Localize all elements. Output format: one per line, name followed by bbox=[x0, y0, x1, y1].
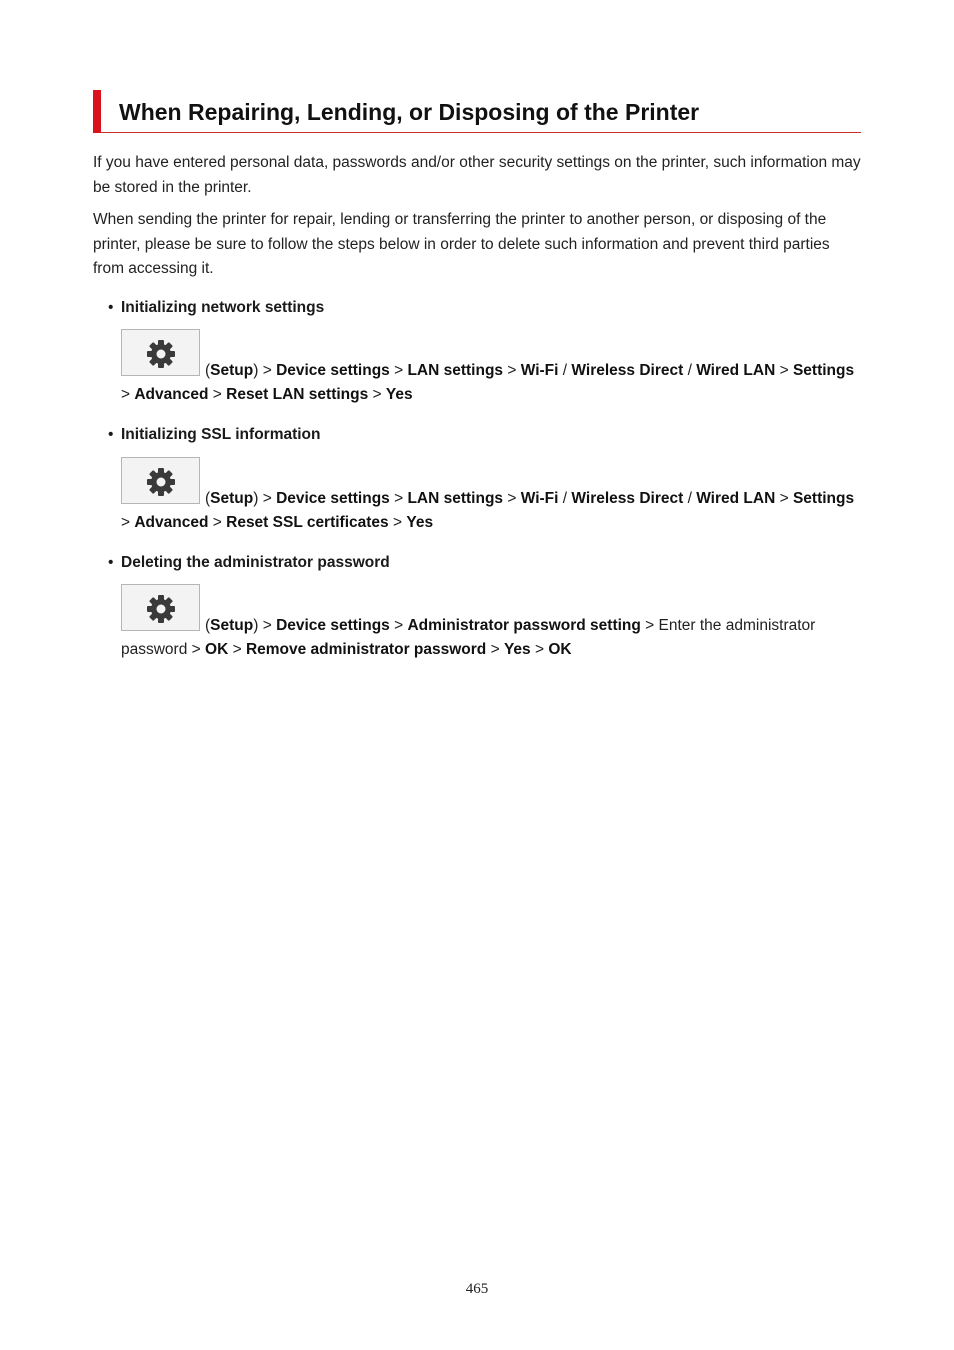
menu-path-separator: > bbox=[368, 386, 386, 403]
steps-network bbox=[121, 359, 856, 407]
steps-admin-password bbox=[121, 614, 856, 662]
menu-path-item: Yes bbox=[406, 514, 434, 531]
page-number: 465 bbox=[465, 1281, 489, 1297]
menu-path-separator: ( bbox=[205, 490, 211, 507]
menu-path-item: Advanced bbox=[134, 514, 209, 531]
heading-accent-bar bbox=[93, 90, 101, 133]
menu-path-item: Wired LAN bbox=[696, 362, 776, 379]
menu-path-separator: / bbox=[558, 490, 572, 507]
menu-path-item: Administrator password setting bbox=[407, 617, 641, 634]
menu-path-separator: ) > bbox=[253, 490, 277, 507]
menu-path-item: OK bbox=[548, 641, 572, 658]
menu-path-item: LAN settings bbox=[407, 362, 504, 379]
menu-path-separator: / bbox=[683, 490, 697, 507]
menu-path-item: LAN settings bbox=[407, 490, 504, 507]
menu-path-item: Wireless Direct bbox=[571, 490, 684, 507]
menu-path-item: Device settings bbox=[276, 362, 390, 379]
menu-path-item: Device settings bbox=[276, 490, 390, 507]
bullet-title-text: Deleting the administrator password bbox=[121, 554, 390, 571]
menu-path-item: Wired LAN bbox=[696, 490, 776, 507]
bullet-title-network bbox=[108, 299, 324, 317]
menu-path-separator: > bbox=[121, 386, 135, 403]
menu-path-item: Reset LAN settings bbox=[226, 386, 369, 403]
menu-path-separator: > bbox=[388, 514, 407, 531]
menu-path-item: Reset SSL certificates bbox=[226, 514, 389, 531]
menu-path-item: Device settings bbox=[276, 617, 390, 634]
page-title: When Repairing, Lending, or Disposing of the Printer bbox=[119, 99, 700, 125]
menu-path-separator: > bbox=[208, 514, 227, 531]
menu-path-item: Yes bbox=[385, 386, 413, 403]
bullet-title-text: Initializing network settings bbox=[121, 299, 325, 316]
menu-path-item: Wireless Direct bbox=[571, 362, 684, 379]
menu-path-item: Setup bbox=[210, 362, 254, 379]
menu-path-item: Remove administrator password bbox=[245, 641, 487, 658]
menu-path-separator: / bbox=[683, 362, 697, 379]
menu-path-separator: ( bbox=[205, 362, 211, 379]
menu-path-separator: > bbox=[503, 362, 521, 379]
menu-path-separator: ) > bbox=[253, 617, 277, 634]
bullet-marker: • bbox=[108, 299, 114, 316]
menu-path-separator: > bbox=[208, 386, 227, 403]
menu-path-separator: ) > bbox=[253, 362, 277, 379]
bullet-marker: • bbox=[108, 426, 114, 443]
menu-path-item: OK bbox=[205, 641, 229, 658]
menu-path-item: Wi-Fi bbox=[520, 490, 559, 507]
menu-path-item: Settings bbox=[792, 362, 855, 379]
menu-path-separator: > bbox=[228, 641, 246, 658]
menu-path-item: Wi-Fi bbox=[520, 362, 559, 379]
menu-path-separator: > bbox=[530, 641, 549, 658]
menu-path-separator: > Enter the administrator password > bbox=[121, 617, 816, 658]
menu-path-item: Yes bbox=[503, 641, 531, 658]
menu-path-separator: > bbox=[389, 490, 408, 507]
menu-path-separator: > bbox=[121, 514, 135, 531]
bullet-title-admin-password bbox=[108, 554, 390, 572]
menu-path-item: Settings bbox=[792, 490, 855, 507]
menu-path-separator: > bbox=[775, 490, 793, 507]
menu-path-item: Advanced bbox=[134, 386, 209, 403]
menu-path-separator: > bbox=[389, 362, 408, 379]
bullet-marker: • bbox=[108, 554, 114, 571]
menu-path-separator: / bbox=[558, 362, 572, 379]
menu-path-item: Setup bbox=[210, 490, 254, 507]
instruction-paragraph: When sending the printer for repair, lending or transferring the printer to another person, or disposing of the printer, please be sure to follow the steps below in order to delete such information and prevent third parties from accessing it. bbox=[93, 211, 830, 277]
menu-path-separator: > bbox=[486, 641, 504, 658]
menu-path-separator: > bbox=[389, 617, 408, 634]
section-heading bbox=[93, 90, 861, 133]
menu-path-separator: > bbox=[775, 362, 793, 379]
bullet-title-ssl bbox=[108, 426, 321, 444]
steps-ssl bbox=[121, 487, 856, 535]
bullet-title-text: Initializing SSL information bbox=[121, 426, 321, 443]
menu-path-separator: ( bbox=[205, 617, 211, 634]
menu-path-separator: > bbox=[503, 490, 521, 507]
menu-path-item: Setup bbox=[210, 617, 254, 634]
intro-paragraph: If you have entered personal data, passwords and/or other security settings on the printer, such information may be stored in the printer. bbox=[93, 154, 861, 196]
